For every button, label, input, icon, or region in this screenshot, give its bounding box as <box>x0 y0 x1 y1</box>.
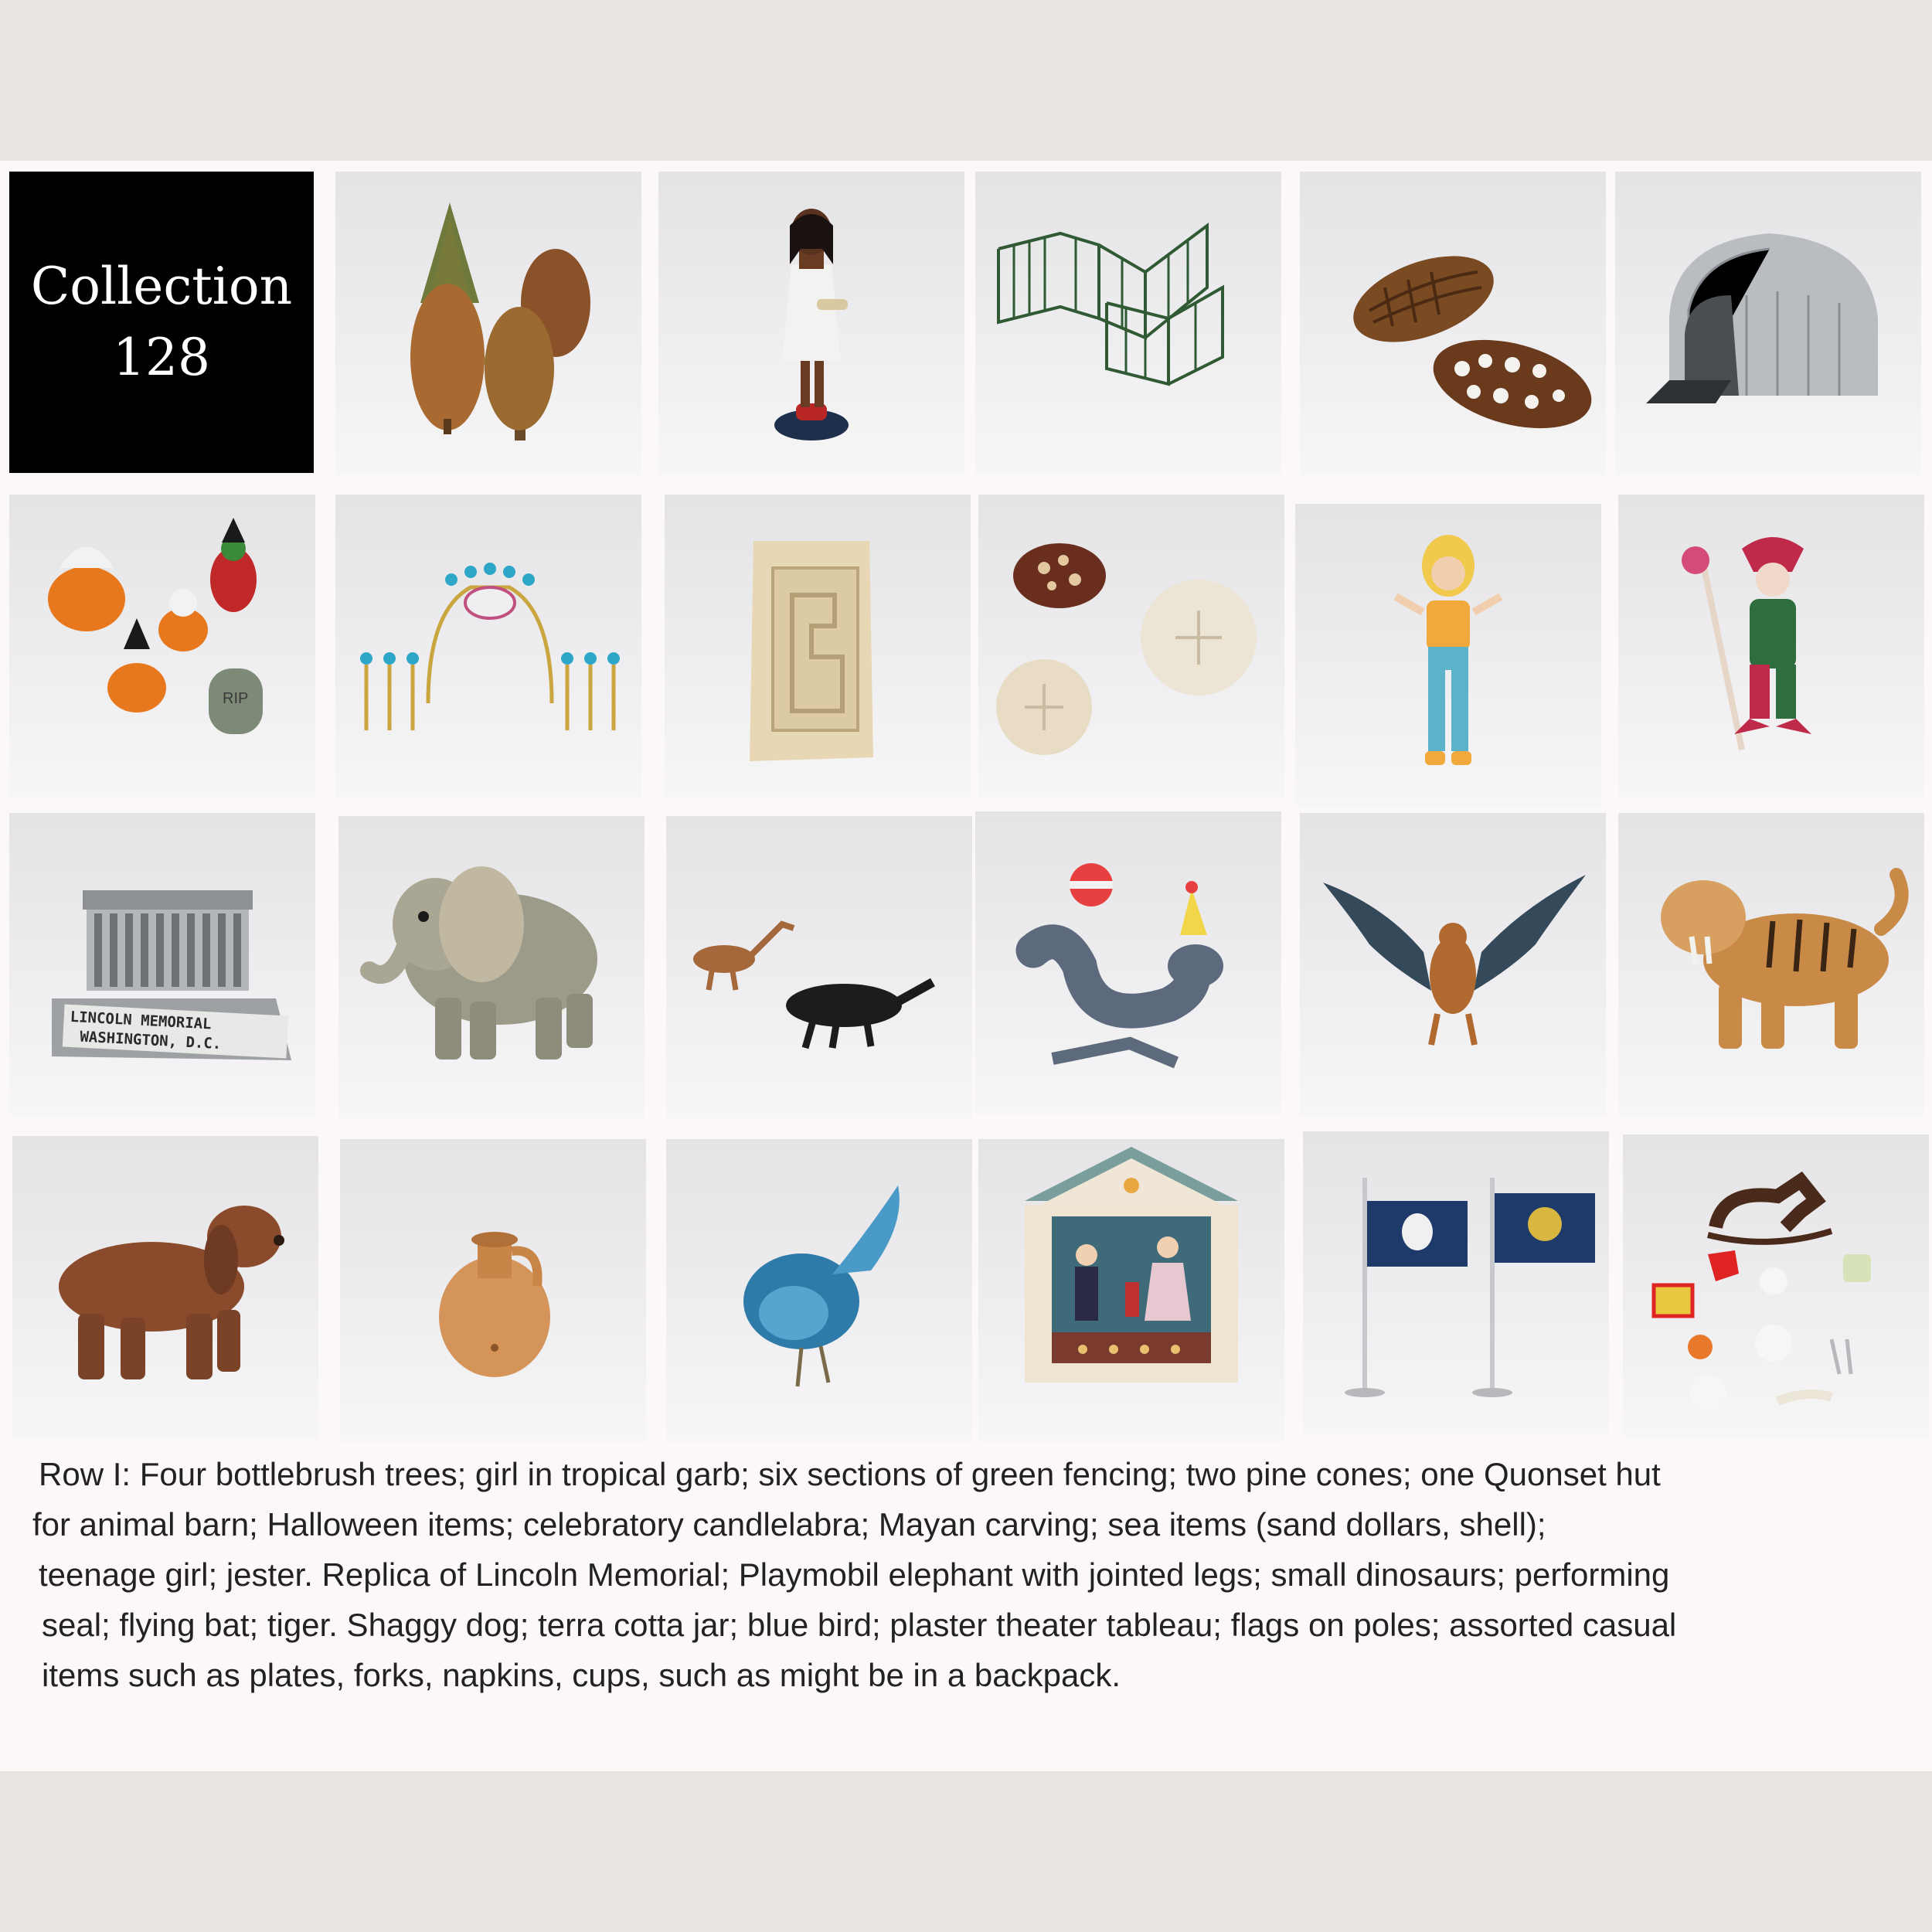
photo-sea-items <box>978 495 1284 798</box>
photo-tropical-girl <box>658 172 964 474</box>
photo-theater-tableau <box>978 1139 1284 1442</box>
photo-halloween-items <box>9 495 315 798</box>
photo-terra-cotta-jar <box>340 1139 646 1442</box>
photo-pine-cones <box>1300 172 1606 474</box>
photo-flags-on-poles <box>1303 1131 1609 1434</box>
caption-line: for animal barn; Halloween items; celebratory candlelabra; Mayan carving; sea items (sand dollars, shell); <box>32 1506 1546 1543</box>
collection-number: 128 <box>113 328 210 387</box>
photo-performing-seal <box>975 811 1281 1114</box>
photo-shaggy-dog <box>12 1136 318 1439</box>
plaque-line-1: LINCOLN MEMORIAL <box>70 1008 213 1033</box>
tombstone-text: RIP <box>223 690 249 707</box>
photo-bottlebrush-trees <box>335 172 641 474</box>
caption-line: items such as plates, forks, napkins, cups, such as might be in a backpack. <box>42 1657 1121 1693</box>
photo-jester <box>1618 495 1924 798</box>
caption-line: teenage girl; jester. Replica of Lincoln Memorial; Playmobil elephant with jointed legs; small dinosaurs; performing <box>39 1556 1670 1593</box>
collection-title-tile <box>9 172 314 473</box>
photo-mayan-carving <box>665 495 971 798</box>
photo-lincoln-memorial-replica <box>9 813 315 1116</box>
photo-casual-items <box>1623 1134 1929 1437</box>
collection-title: Collection <box>30 256 293 316</box>
photo-teenage-girl <box>1295 504 1601 807</box>
photo-green-fencing <box>975 172 1281 474</box>
photo-playmobil-elephant <box>338 816 645 1119</box>
caption-line: seal; flying bat; tiger. Shaggy dog; terra cotta jar; blue bird; plaster theater tableau; flags on poles; assorted casual <box>42 1607 1677 1643</box>
photo-candelabra <box>335 495 641 798</box>
collection-description <box>31 1449 1901 1700</box>
plaque-line-2: WASHINGTON, D.C. <box>79 1028 222 1053</box>
photo-small-dinosaurs <box>666 816 972 1119</box>
photo-blue-bird <box>666 1139 972 1442</box>
photo-tiger <box>1618 813 1924 1116</box>
caption-line: Row I: Four bottlebrush trees; girl in tropical garb; six sections of green fencing; two pine cones; one Quonset hut <box>39 1456 1661 1492</box>
photo-flying-bat <box>1300 813 1606 1116</box>
photo-quonset-hut <box>1615 172 1921 474</box>
